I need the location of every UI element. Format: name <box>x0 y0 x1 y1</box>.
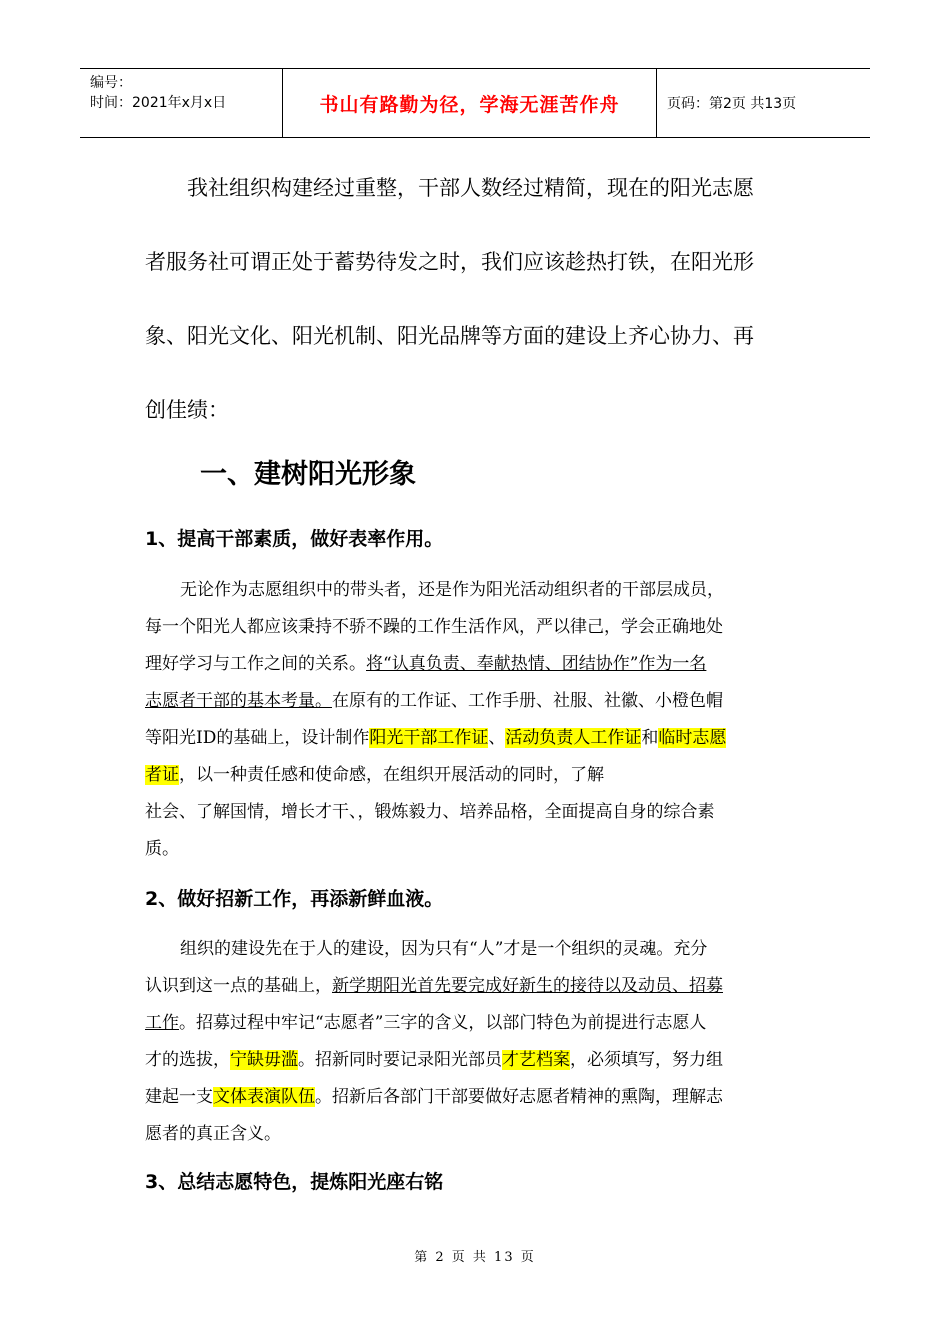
item-2-line-4-text-b: 。招新同时要记录阳光部员 <box>298 1050 502 1070</box>
item-2-line-6: 愿者的真正含义。 <box>145 1124 281 1144</box>
conjunction: 和 <box>641 728 659 748</box>
highlight-talent-records: 才艺档案 <box>502 1050 570 1070</box>
item-1-line-8: 质。 <box>145 839 179 859</box>
item-1-line-1: 无论作为志愿组织中的带头者，还是作为阳光活动组织者的干部层成员， <box>180 580 724 600</box>
item-1-underlined-text: 将“认真负责、奉献热情、团结协作”作为一名 <box>366 654 707 674</box>
item-2-line-5-text: 建起一支 <box>145 1087 213 1107</box>
item-2-line-3 <box>145 1008 706 1033</box>
item-2-underlined-text-cont: 工作 <box>145 1013 179 1033</box>
highlight-no-compromise: 宁缺毋滥 <box>230 1050 298 1070</box>
item-2-line-4 <box>145 1045 723 1070</box>
page-header <box>80 68 870 138</box>
item-1-heading: 1、提高干部素质，做好表率作用。 <box>145 528 444 550</box>
number-label: 编号： <box>90 75 132 91</box>
item-2-line-2 <box>145 971 723 996</box>
separator: 、 <box>488 728 506 748</box>
item-1-line-7: 社会、了解国情，增长才干、，锻炼毅力、培养品格，全面提高自身的综合素 <box>145 802 715 822</box>
item-1-line-2: 每一个阳光人都应该秉持不骄不躁的工作生活作风，严以律己，学会正确地处 <box>145 617 723 637</box>
item-2-line-5-text-b: 。招新后各部门干部要做好志愿者精神的熏陶，理解志 <box>315 1087 723 1107</box>
item-1-underlined-text-cont: 志愿者干部的基本考量。 <box>145 691 332 711</box>
highlight-leader-card: 活动负责人工作证 <box>505 728 642 748</box>
header-meta-cell <box>80 69 283 137</box>
item-1-line-6 <box>145 760 604 785</box>
highlight-temp-card-cont: 者证 <box>145 765 179 785</box>
header-motto: 书山有路勤为径，学海无涯苦作舟 <box>283 69 657 137</box>
section-heading: 一、建树阳光形象 <box>200 459 416 490</box>
item-2-heading: 2、做好招新工作，再添新鲜血液。 <box>145 888 444 910</box>
item-2-line-4-text-c: ，必须填写，努力组 <box>570 1050 723 1070</box>
item-2-line-3-text: 。招募过程中牢记“志愿者”三字的含义，以部门特色为前提进行志愿人 <box>179 1013 707 1033</box>
highlight-temp-card: 临时志愿 <box>658 728 727 748</box>
page-footer: 第 2 页 共 13 页 <box>414 1250 536 1265</box>
intro-line-1: 我社组织构建经过重整，干部人数经过精简，现在的阳光志愿 <box>187 176 754 200</box>
highlight-cadre-card: 阳光干部工作证 <box>369 728 489 748</box>
item-2-line-4-text: 才的选拔， <box>145 1050 230 1070</box>
item-1-line-4 <box>145 686 723 711</box>
header-page-label: 页码：第2页 共13页 <box>667 96 797 112</box>
intro-line-3: 象、阳光文化、阳光机制、阳光品牌等方面的建设上齐心协力、再 <box>145 324 754 348</box>
item-2-line-1: 组织的建设先在于人的建设，因为只有“人”才是一个组织的灵魂。充分 <box>180 939 708 959</box>
item-2-line-2-text: 认识到这一点的基础上， <box>145 976 332 996</box>
item-1-line-6-text: ，以一种责任感和使命感，在组织开展活动的同时，了解 <box>179 765 604 785</box>
item-2-underlined-text: 新学期阳光首先要完成好新生的接待以及动员、招募 <box>332 976 723 996</box>
time-label: 时间：2021年x月x日 <box>90 95 227 111</box>
item-1-line-3-text: 理好学习与工作之间的关系。 <box>145 654 366 674</box>
item-1-line-3 <box>145 649 706 674</box>
intro-line-4: 创佳绩： <box>145 398 229 422</box>
item-1-line-4-text: 在原有的工作证、工作手册、社服、社徽、小橙色帽 <box>332 691 723 711</box>
intro-line-2: 者服务社可谓正处于蓄势待发之时，我们应该趁热打铁，在阳光形 <box>145 250 754 274</box>
item-1-line-5 <box>145 723 726 748</box>
highlight-performance-team: 文体表演队伍 <box>213 1087 315 1107</box>
item-1-line-5-text: 等阳光ID的基础上，设计制作 <box>145 728 370 748</box>
item-3-heading: 3、总结志愿特色，提炼阳光座右铭 <box>145 1171 444 1193</box>
item-2-line-5 <box>145 1082 723 1107</box>
